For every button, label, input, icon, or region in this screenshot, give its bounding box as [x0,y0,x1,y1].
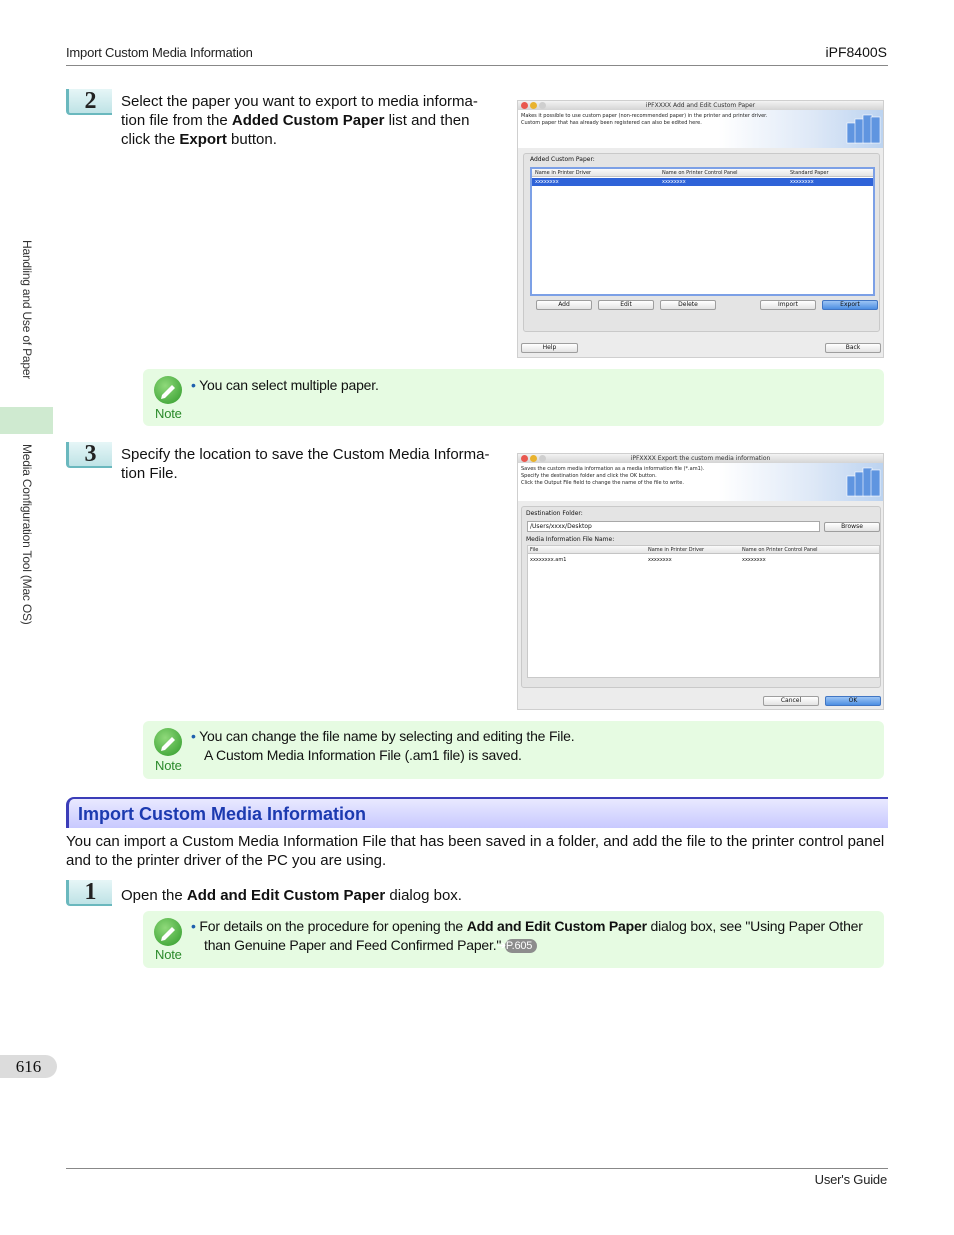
cell-panel-name: xxxxxxxx [742,557,766,563]
zoom-icon[interactable] [539,455,546,462]
cell-file-name[interactable]: xxxxxxxx.am1 [530,557,567,563]
page-reference-link[interactable]: ➔P.605 [505,939,537,953]
cell-standard-paper: xxxxxxxx [790,179,814,185]
note-label: Note [155,406,182,421]
note-box-3 [143,911,884,968]
note-3-text: • For details on the procedure for opening the Add and Edit Custom Paper dialog box, see "Using Paper Other than Genuine Paper and Feed Confirmed Paper." ➔P.605 [191,918,863,953]
zoom-icon[interactable] [539,102,546,109]
column-name-on-printer-control-panel[interactable]: Name on Printer Control Panel [742,547,818,553]
destination-folder-label: Destination Folder: [526,510,583,517]
back-button[interactable]: Back [825,343,881,353]
destination-folder-field[interactable]: /Users/xxxx/Desktop [527,521,820,532]
table-row[interactable] [528,556,879,564]
close-icon[interactable] [521,102,528,109]
footer-rule [66,1168,888,1169]
dialog-banner [518,463,883,501]
banner-line-2: Specify the destination folder and click the OK button. [521,473,657,479]
note-label: Note [155,758,182,773]
step-number-3: 3 [66,442,112,468]
added-custom-paper-label: Added Custom Paper: [530,156,595,163]
step-number-2: 2 [66,89,112,115]
note-box-2 [143,721,884,779]
dialog-title: iPFXXXX Export the custom media information [630,455,771,462]
banner-line-3: Click the Output File field to change the name of the file to write. [521,480,684,486]
step-number-1: 1 [66,880,112,906]
help-button[interactable]: Help [521,343,578,353]
note-pencil-icon [154,376,182,404]
column-name-in-printer-driver[interactable]: Name in Printer Driver [535,170,592,176]
note-box-1 [143,369,884,426]
column-file[interactable]: File [530,547,539,553]
banner-line-1: Makes it possible to use custom paper (non-recommended paper) in the printer and printer driver. [521,113,768,119]
dialog-title: iPFXXXX Add and Edit Custom Paper [645,102,756,109]
column-standard-paper[interactable]: Standard Paper [790,170,829,176]
banner-line-2: Custom paper that has already been registered can also be edited here. [521,120,702,126]
dialog-title-bar [518,101,883,110]
export-button[interactable]: Export [822,300,878,310]
table-row[interactable] [532,178,873,186]
note-pencil-icon [154,918,182,946]
browse-button[interactable]: Browse [824,522,880,532]
media-file-list[interactable] [527,545,880,678]
cell-driver-name: xxxxxxxx [535,179,559,185]
add-button[interactable]: Add [536,300,592,310]
paper-stack-icon [843,113,881,147]
column-name-in-printer-driver[interactable]: Name in Printer Driver [648,547,705,553]
header-rule [66,65,888,66]
step-3-text: Specify the location to save the Custom Media Informa-tion File. [121,446,490,482]
export-settings-group [521,506,881,688]
section-paragraph: You can import a Custom Media Information File that has been saved in a folder, and add the file to the printer control panel and to the printer driver of the PC you are using. [66,833,885,869]
cancel-button[interactable]: Cancel [763,696,819,706]
page-number: 616 [0,1055,57,1078]
list-header [528,546,879,554]
section-heading: Import Custom Media Information [78,804,366,824]
section-heading-bar [66,797,888,828]
note-pencil-icon [154,728,182,756]
export-custom-media-dialog [517,453,884,710]
footer-guide-title: User's Guide [814,1172,887,1187]
delete-button[interactable]: Delete [660,300,716,310]
cell-driver-name: xxxxxxxx [648,557,672,563]
step-2-text: Select the paper you want to export to media informa-tion file from the Added Custom Paper list and then click the Export button. [121,93,478,148]
minimize-icon[interactable] [530,102,537,109]
banner-line-1: Saves the custom media information as a media information file (*.am1). [521,466,705,472]
media-file-name-label: Media Information File Name: [526,536,615,543]
list-header [532,169,873,177]
running-header-title: Import Custom Media Information [66,45,253,60]
side-tab-section: Media Configuration Tool (Mac OS) [20,444,34,625]
minimize-icon[interactable] [530,455,537,462]
cell-panel-name: xxxxxxxx [662,179,686,185]
close-icon[interactable] [521,455,528,462]
ok-button[interactable]: OK [825,696,881,706]
add-edit-custom-paper-dialog [517,100,884,358]
side-tab-marker [0,407,53,434]
note-label: Note [155,947,182,962]
import-button[interactable]: Import [760,300,816,310]
added-custom-paper-list[interactable] [530,167,875,296]
edit-button[interactable]: Edit [598,300,654,310]
dialog-title-bar [518,454,883,463]
paper-stack-icon [843,466,881,500]
side-tab-chapter: Handling and Use of Paper [20,240,34,380]
dialog-banner [518,110,883,148]
model-name: iPF8400S [825,44,887,60]
added-custom-paper-group [523,153,880,332]
step-1-text: Open the Add and Edit Custom Paper dialog box. [121,887,462,904]
note-2-text: • You can change the file name by selecting and editing the File. A Custom Media Information File (.am1 file) is saved. [191,728,575,763]
column-name-on-printer-control-panel[interactable]: Name on Printer Control Panel [662,170,738,176]
note-1-text: • You can select multiple paper. [191,377,379,393]
